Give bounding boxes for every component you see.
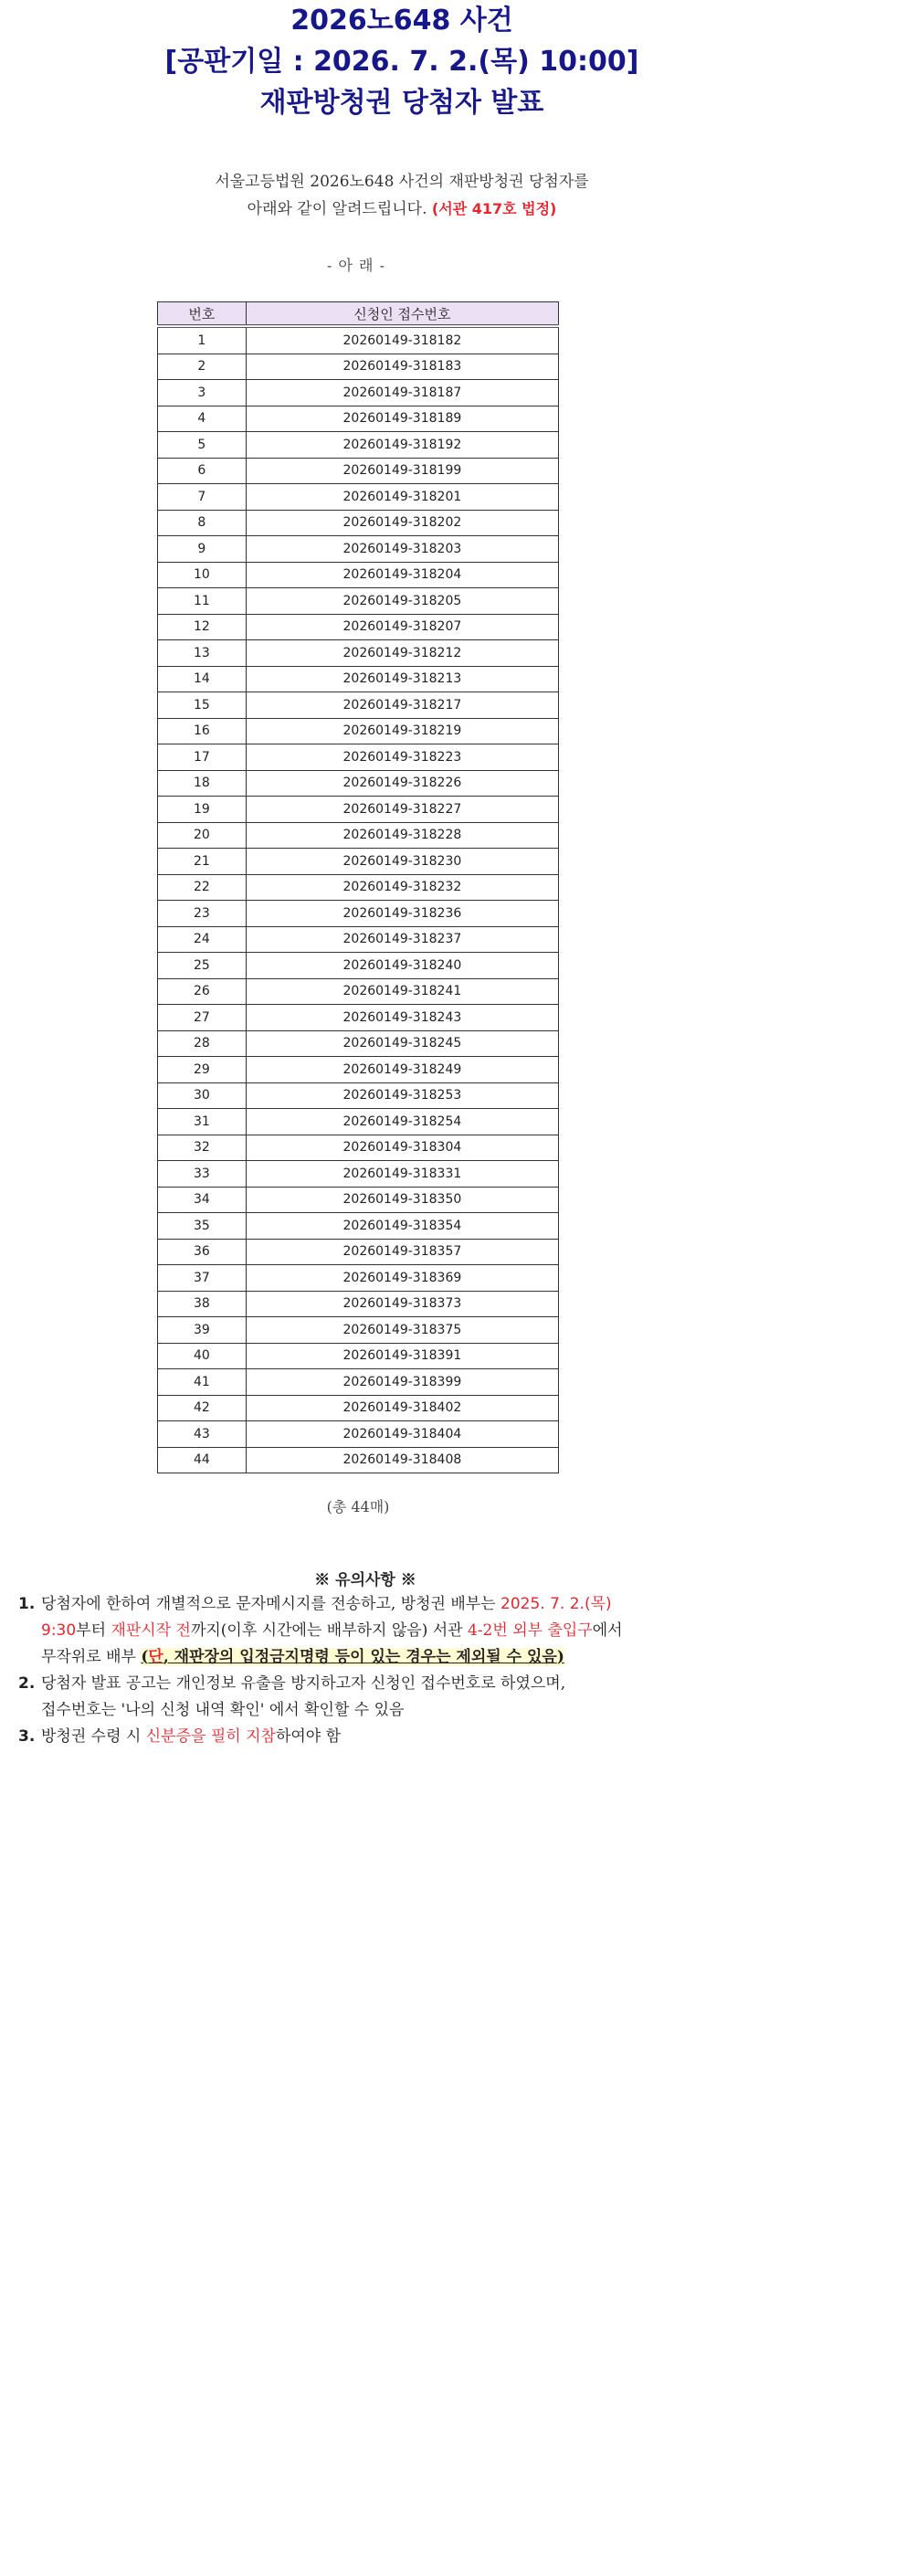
column-header-number: 번호 bbox=[158, 302, 247, 327]
note-text: 부터 bbox=[76, 1621, 111, 1640]
table-row bbox=[158, 536, 559, 563]
row-number-cell: 44 bbox=[158, 1447, 247, 1473]
row-number-cell: 15 bbox=[158, 692, 247, 719]
total-count: (총 44매) bbox=[326, 1498, 390, 1515]
table-row bbox=[158, 1343, 559, 1369]
table-row bbox=[158, 1187, 559, 1213]
table-row bbox=[158, 1395, 559, 1421]
receipt-number-cell: 20260149-318226 bbox=[246, 770, 558, 797]
table-row bbox=[158, 1291, 559, 1317]
row-number-cell: 19 bbox=[158, 797, 247, 823]
note-number: 3. bbox=[18, 1727, 36, 1746]
receipt-number-cell: 20260149-318204 bbox=[246, 562, 558, 588]
row-number-cell: 39 bbox=[158, 1317, 247, 1344]
table-row bbox=[158, 1030, 559, 1057]
table-row bbox=[158, 1082, 559, 1109]
table-row bbox=[158, 326, 559, 354]
hl-close-paren: ) bbox=[556, 1648, 564, 1666]
row-number-cell: 16 bbox=[158, 718, 247, 744]
row-number-cell: 1 bbox=[158, 326, 247, 354]
hearing-date-title: [공판기일 : 2026. 7. 2.(목) 10:00] bbox=[164, 46, 639, 78]
row-number-cell: 11 bbox=[158, 588, 247, 615]
id-required-text: 신분증을 필히 지참 bbox=[145, 1727, 276, 1746]
table-row bbox=[158, 380, 559, 406]
row-number-cell: 27 bbox=[158, 1005, 247, 1031]
intro-paragraph bbox=[91, 169, 712, 223]
row-number-cell: 10 bbox=[158, 562, 247, 588]
receipt-number-cell: 20260149-318241 bbox=[246, 978, 558, 1005]
table-row bbox=[158, 640, 559, 667]
receipt-number-cell: 20260149-318240 bbox=[246, 953, 558, 979]
row-number-cell: 31 bbox=[158, 1109, 247, 1135]
receipt-number-cell: 20260149-318182 bbox=[246, 326, 558, 354]
note-text: 방청권 수령 시 bbox=[41, 1727, 146, 1746]
receipt-number-cell: 20260149-318199 bbox=[246, 458, 558, 484]
hl-text: , 재판장의 입정금지명령 등이 있는 경우는 제외될 수 있음 bbox=[163, 1648, 557, 1666]
table-row bbox=[158, 458, 559, 484]
receipt-number-cell: 20260149-318391 bbox=[246, 1343, 558, 1369]
table-row bbox=[158, 666, 559, 692]
note-number: 1. bbox=[18, 1595, 36, 1613]
receipt-number-cell: 20260149-318404 bbox=[246, 1421, 558, 1448]
notes-title: ※ 유의사항 ※ bbox=[314, 1571, 416, 1589]
table-row bbox=[158, 692, 559, 719]
row-number-cell: 30 bbox=[158, 1082, 247, 1109]
row-number-cell: 40 bbox=[158, 1343, 247, 1369]
announcement-title: 재판방청권 당첨자 발표 bbox=[259, 87, 544, 119]
distribution-date: 2025. 7. 2.(목) bbox=[500, 1595, 612, 1613]
receipt-number-cell: 20260149-318375 bbox=[246, 1317, 558, 1344]
table-row bbox=[158, 797, 559, 823]
table-row bbox=[158, 978, 559, 1005]
row-number-cell: 43 bbox=[158, 1421, 247, 1448]
intro-line-1: 서울고등법원 2026노648 사건의 재판방청권 당첨자를 bbox=[215, 173, 589, 191]
column-header-receipt: 신청인 접수번호 bbox=[246, 302, 558, 327]
intro-line-2-text: 아래와 같이 알려드립니다. bbox=[247, 200, 427, 218]
receipt-number-cell: 20260149-318203 bbox=[246, 536, 558, 563]
receipt-number-cell: 20260149-318304 bbox=[246, 1135, 558, 1161]
receipt-number-cell: 20260149-318350 bbox=[246, 1187, 558, 1213]
row-number-cell: 22 bbox=[158, 874, 247, 901]
document-title bbox=[0, 0, 804, 123]
row-number-cell: 4 bbox=[158, 406, 247, 432]
row-number-cell: 9 bbox=[158, 536, 247, 563]
note-text: 무작위로 배부 bbox=[41, 1648, 142, 1666]
receipt-number-cell: 20260149-318192 bbox=[246, 432, 558, 459]
row-number-cell: 14 bbox=[158, 666, 247, 692]
note-text: 접수번호는 '나의 신청 내역 확인' 에서 확인할 수 있음 bbox=[41, 1701, 405, 1719]
row-number-cell: 2 bbox=[158, 354, 247, 380]
row-number-cell: 24 bbox=[158, 926, 247, 953]
case-number-title: 2026노648 사건 bbox=[290, 5, 513, 37]
table-row bbox=[158, 1317, 559, 1344]
note-red-text: 재판시작 전 bbox=[111, 1621, 191, 1640]
note-item-2 bbox=[18, 1671, 731, 1724]
row-number-cell: 18 bbox=[158, 770, 247, 797]
receipt-number-cell: 20260149-318249 bbox=[246, 1057, 558, 1083]
table-row bbox=[158, 901, 559, 927]
section-divider-label: - 아 래 - bbox=[327, 257, 385, 274]
table-row bbox=[158, 1057, 559, 1083]
receipt-number-cell: 20260149-318236 bbox=[246, 901, 558, 927]
intro-line-2 bbox=[91, 195, 712, 223]
table-row bbox=[158, 1447, 559, 1473]
table-row bbox=[158, 1265, 559, 1292]
receipt-number-cell: 20260149-318254 bbox=[246, 1109, 558, 1135]
row-number-cell: 26 bbox=[158, 978, 247, 1005]
note-text: 당첨자에 한하여 개별적으로 문자메시지를 전송하고, 방청권 배부는 bbox=[41, 1595, 501, 1613]
table-row bbox=[158, 510, 559, 536]
table-row bbox=[158, 926, 559, 953]
row-number-cell: 5 bbox=[158, 432, 247, 459]
table-row bbox=[158, 874, 559, 901]
row-number-cell: 38 bbox=[158, 1291, 247, 1317]
note-item-1 bbox=[18, 1591, 731, 1671]
table-row bbox=[158, 1213, 559, 1240]
row-number-cell: 8 bbox=[158, 510, 247, 536]
receipt-number-cell: 20260149-318217 bbox=[246, 692, 558, 719]
row-number-cell: 6 bbox=[158, 458, 247, 484]
receipt-number-cell: 20260149-318189 bbox=[246, 406, 558, 432]
receipt-number-cell: 20260149-318230 bbox=[246, 849, 558, 875]
row-number-cell: 35 bbox=[158, 1213, 247, 1240]
receipt-number-cell: 20260149-318373 bbox=[246, 1291, 558, 1317]
table-row bbox=[158, 588, 559, 615]
receipt-number-cell: 20260149-318202 bbox=[246, 510, 558, 536]
table-row bbox=[158, 770, 559, 797]
exception-highlight bbox=[141, 1648, 564, 1666]
row-number-cell: 20 bbox=[158, 822, 247, 849]
note-text: 에서 bbox=[592, 1621, 623, 1640]
row-number-cell: 37 bbox=[158, 1265, 247, 1292]
table-row bbox=[158, 1161, 559, 1188]
hl-open-paren: ( bbox=[141, 1648, 149, 1666]
note-text: 까지(이후 시간에는 배부하지 않음) 서관 bbox=[190, 1621, 468, 1640]
table-row bbox=[158, 1005, 559, 1031]
table-row bbox=[158, 849, 559, 875]
note-item-3 bbox=[18, 1724, 731, 1750]
entrance-label: 4-2번 외부 출입구 bbox=[468, 1621, 593, 1640]
table-body bbox=[158, 326, 559, 1473]
receipt-number-cell: 20260149-318354 bbox=[246, 1213, 558, 1240]
receipt-number-cell: 20260149-318408 bbox=[246, 1447, 558, 1473]
receipt-number-cell: 20260149-318331 bbox=[246, 1161, 558, 1188]
row-number-cell: 33 bbox=[158, 1161, 247, 1188]
hl-red-word: 단 bbox=[148, 1648, 163, 1666]
row-number-cell: 12 bbox=[158, 614, 247, 640]
row-number-cell: 17 bbox=[158, 744, 247, 771]
row-number-cell: 23 bbox=[158, 901, 247, 927]
note-text: 당첨자 발표 공고는 개인정보 유출을 방지하고자 신청인 접수번호로 하였으며, bbox=[41, 1674, 566, 1693]
receipt-number-cell: 20260149-318207 bbox=[246, 614, 558, 640]
table-header-row bbox=[158, 302, 559, 327]
table-row bbox=[158, 562, 559, 588]
table-row bbox=[158, 484, 559, 511]
receipt-number-cell: 20260149-318243 bbox=[246, 1005, 558, 1031]
row-number-cell: 7 bbox=[158, 484, 247, 511]
distribution-time: 9:30 bbox=[41, 1621, 77, 1640]
table-row bbox=[158, 1421, 559, 1448]
row-number-cell: 3 bbox=[158, 380, 247, 406]
winners-table bbox=[157, 301, 559, 1473]
table-row bbox=[158, 1239, 559, 1265]
receipt-number-cell: 20260149-318369 bbox=[246, 1265, 558, 1292]
receipt-number-cell: 20260149-318402 bbox=[246, 1395, 558, 1421]
row-number-cell: 41 bbox=[158, 1369, 247, 1396]
receipt-number-cell: 20260149-318232 bbox=[246, 874, 558, 901]
receipt-number-cell: 20260149-318187 bbox=[246, 380, 558, 406]
receipt-number-cell: 20260149-318228 bbox=[246, 822, 558, 849]
receipt-number-cell: 20260149-318237 bbox=[246, 926, 558, 953]
row-number-cell: 25 bbox=[158, 953, 247, 979]
row-number-cell: 13 bbox=[158, 640, 247, 667]
note-text: 하여야 함 bbox=[275, 1727, 342, 1746]
receipt-number-cell: 20260149-318219 bbox=[246, 718, 558, 744]
table-row bbox=[158, 1369, 559, 1396]
table-row bbox=[158, 822, 559, 849]
receipt-number-cell: 20260149-318205 bbox=[246, 588, 558, 615]
table-row bbox=[158, 1135, 559, 1161]
table-row bbox=[158, 432, 559, 459]
receipt-number-cell: 20260149-318227 bbox=[246, 797, 558, 823]
notes-list bbox=[18, 1591, 731, 1750]
table-row bbox=[158, 953, 559, 979]
row-number-cell: 28 bbox=[158, 1030, 247, 1057]
row-number-cell: 21 bbox=[158, 849, 247, 875]
row-number-cell: 34 bbox=[158, 1187, 247, 1213]
table-row bbox=[158, 354, 559, 380]
row-number-cell: 42 bbox=[158, 1395, 247, 1421]
receipt-number-cell: 20260149-318223 bbox=[246, 744, 558, 771]
row-number-cell: 32 bbox=[158, 1135, 247, 1161]
note-number: 2. bbox=[18, 1674, 36, 1693]
receipt-number-cell: 20260149-318201 bbox=[246, 484, 558, 511]
table-row bbox=[158, 1109, 559, 1135]
table-row bbox=[158, 744, 559, 771]
row-number-cell: 29 bbox=[158, 1057, 247, 1083]
courtroom-label: (서관 417호 법정) bbox=[431, 200, 557, 217]
receipt-number-cell: 20260149-318245 bbox=[246, 1030, 558, 1057]
table-row bbox=[158, 614, 559, 640]
receipt-number-cell: 20260149-318357 bbox=[246, 1239, 558, 1265]
receipt-number-cell: 20260149-318212 bbox=[246, 640, 558, 667]
receipt-number-cell: 20260149-318253 bbox=[246, 1082, 558, 1109]
receipt-number-cell: 20260149-318183 bbox=[246, 354, 558, 380]
receipt-number-cell: 20260149-318399 bbox=[246, 1369, 558, 1396]
row-number-cell: 36 bbox=[158, 1239, 247, 1265]
receipt-number-cell: 20260149-318213 bbox=[246, 666, 558, 692]
table-row bbox=[158, 718, 559, 744]
table-row bbox=[158, 406, 559, 432]
